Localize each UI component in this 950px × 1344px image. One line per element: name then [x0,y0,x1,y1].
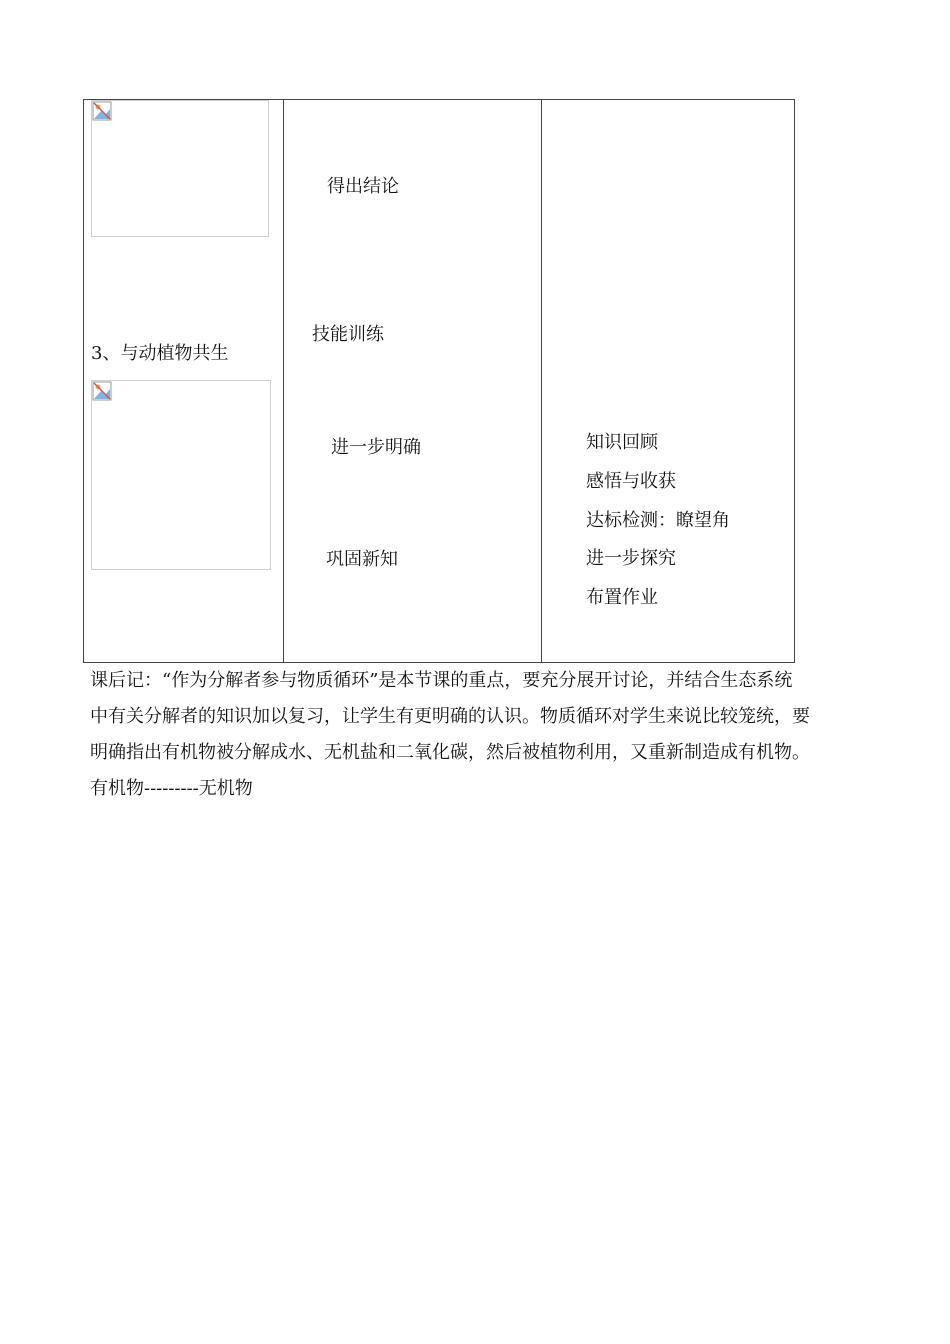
column-divider-1 [283,100,284,662]
broken-image-icon [92,101,112,121]
item-symbiosis-label: 3、与动植物共生 [91,343,229,364]
summary-item: 知识回顾 [586,432,658,453]
summary-item: 感悟与收获 [586,471,676,492]
lesson-table [83,99,795,663]
image-placeholder-2 [91,380,271,570]
after-class-note [90,663,865,807]
step-conclusion: 得出结论 [327,176,399,197]
summary-item: 进一步探究 [586,548,676,569]
step-skill-training: 技能训练 [312,324,384,345]
summary-item: 达标检测：瞭望角 [586,510,730,531]
summary-item: 布置作业 [586,587,658,608]
note-line: 中有关分解者的知识加以复习，让学生有更明确的认识。物质循环对学生来说比较笼统，要 [90,706,810,727]
note-line: 明确指出有机物被分解成水、无机盐和二氧化碳，然后被植物利用，又重新制造成有机物。 [90,742,810,763]
column-divider-2 [541,100,542,662]
note-line: 课后记：“作为分解者参与物质循环”是本节课的重点，要充分展开讨论，并结合生态系统 [90,670,793,691]
step-further-clarify: 进一步明确 [331,437,421,458]
step-consolidate: 巩固新知 [326,549,398,570]
note-line: 有机物---------无机物 [90,778,253,799]
broken-image-icon [92,381,112,401]
image-placeholder-1 [91,100,269,237]
